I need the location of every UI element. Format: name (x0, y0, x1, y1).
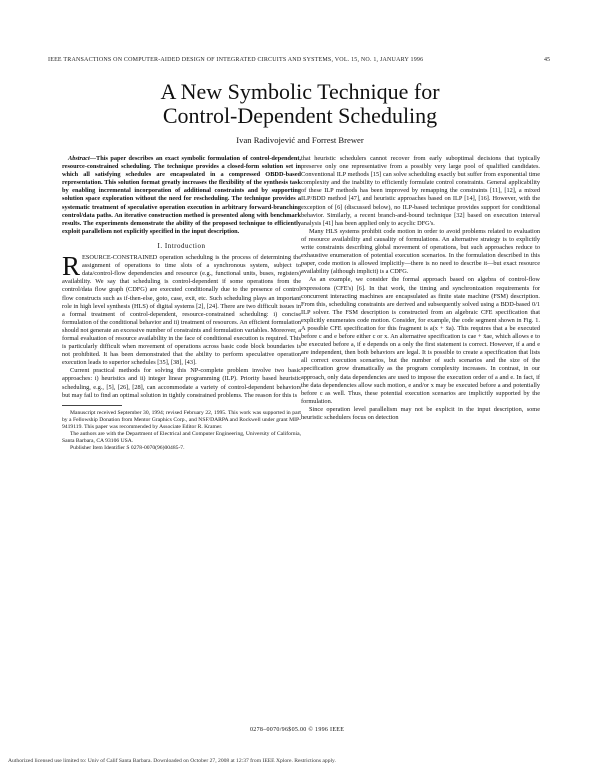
footnote-rule (62, 405, 122, 406)
intro-paragraph-1-text: ESOURCE-CONSTRAINED operation scheduling is the process of determining the assignment of operations to time slots of a synchronous system, subject to data/control-flow dependencies and resource (e.g., functional units, buses, registers) availability. We say that scheduling is control-dependent if some operations from the control/data flow graph (CDFG) are executed conditionally due to the presence of control flow constructs such as if-then-else, goto, case, exit, etc. Such scheduling plays an important role in high level synthesis (HLS) of digital systems [2], [24]. There are two difficult issues in a formal treatment of control-dependent, resource-constrained scheduling: i) concise formulation of the conditional behavior and ii) treatment of resources. An efficient formulation should not generate an excessive number of constraints and formulation variables. Moreover, a formal evaluation of resource availability in the face of conditional execution is required. This is particularly difficult when movement of operations across basic code block boundaries is not prohibited. It has been demonstrated that the ability to perform speculative operation execution leads to superior schedules [35], [38], [43]. (62, 254, 301, 367)
section-heading-introduction: I. Introduction (157, 241, 206, 250)
footnote-publisher: Publisher Item Identifier S 0278-0070(96)00485-7. (70, 445, 185, 452)
right-paragraph-3: As an example, we consider the formal approach based on algebra of control-flow expressions (CFE's) [6]. In that work, the timing and synchronization requirements for concurrent interacting machines are encapsulated as finite state machine (FSM) description. From this, scheduling constraints are derived and subsequently solved using a BDD-based 0/1 ILP solver. The FSM description is constructed from an algebraic CFE specification that explicitly enumerates code motion. Consider, for example, the code segment shown in Fig. 1. A possible CFE specification for this fragment is a(x + x̄a). This requires that a be executed before c and e before either c or x. An alternative specification is cae + x̄ae, which allows e to be executed before a, if e depends on a only the first statement is correct. However, if a and e are independent, then both behaviors are legal. It is possible to create a specification that lists all correct execution scenarios, but the number of such scenarios and the size of the specification grow dramatically as the program complexity increases. In contrast, in our approach, only data dependencies are used to impose the execution order of a and e. In fact, if the data dependencies allow such motion, e and/or x may be executed before a and potentially before c as well. Thus, these potential execution scenarios are implicitly supported by the formulation. (301, 276, 540, 405)
right-paragraph-2: Many HLS systems prohibit code motion in order to avoid problems related to evaluation of resource availability and causality of formulations. An alternative strategy is to explicitly write constraints describing global movement of operations, but such approaches reduce to exhaustive enumeration of potential execution scenarios. In the formulation described in this paper, code motion is allowed implicitly—there is no need to describe it—but exact resource availability (although implicit) is a CDFG. (301, 227, 540, 276)
intro-paragraph-2: Current practical methods for solving this NP-complete problem involve two basic approaches: i) heuristics and ii) integer linear programming (ILP). Priority based heuristic scheduling, e.g., [5], [26], [28], can accommodate a variety of control-dependent behaviors but may fail to find an optimal solution in tightly constrained problems. The reason for this is (62, 367, 301, 399)
abstract (62, 155, 301, 236)
drop-cap: R (62, 251, 81, 282)
abstract-label: Abstract— (68, 155, 96, 162)
copyright-line: 0278–0070/96$05.00 © 1996 IEEE (250, 727, 345, 733)
title-line-1: A New Symbolic Technique for (160, 79, 440, 104)
download-notice: Authorized licensed use limited to: Univ of Calif Santa Barbara. Downloaded on October 27, 2008 at 12:37 from IEEE Xplore. Restrictions apply. (8, 758, 336, 764)
right-paragraph-4: Since operation level parallelism may not be explicit in the input description, some heuristic schedulers focus on detection (301, 405, 540, 421)
running-head: IEEE TRANSACTIONS ON COMPUTER-AIDED DESIGN OF INTEGRATED CIRCUITS AND SYSTEMS, VOL. 15, NO. 1, JANUARY 1996 (48, 57, 424, 63)
abstract-text: This paper describes an exact symbolic formulation of control-dependent, resource-constrained scheduling. The technique provides a closed-form solution set in which all satisfying schedules are encapsulated in a compressed OBDD-based representation. This solution format greatly increases the flexibility of the synthesis task by enabling incremental incorporation of additional constraints and by supporting solution space exploration without the need for rescheduling. The technique provides a systematic treatment of speculative operation execution in arbitrary forward-branching control/data paths. An iterative construction method is presented along with benchmark results. The experiments demonstrate the ability of the proposed technique to efficiently exploit parallelism not explicitly specified in the input description. (62, 155, 301, 235)
authors: Ivan Radivojević and Forrest Brewer (236, 135, 364, 145)
paper-title (40, 80, 560, 128)
left-column (62, 155, 301, 452)
right-column (301, 155, 540, 422)
intro-paragraph-1 (62, 251, 301, 367)
title-line-2: Control-Dependent Scheduling (162, 103, 438, 128)
page-number: 45 (544, 57, 550, 63)
right-paragraph-1: that heuristic schedulers cannot recover from early suboptimal decisions that typically preserve only one representative from a possibly very large pool of qualified candidates. Conventional ILP methods [15] can solve scheduling exactly but suffer from exponential time complexity and the inability to efficiently formulate control constraints. General applicability of these ILP methods has been improved by remapping the constraints [11], [12], a mixed ILP/BDD method [47], and heuristic approaches based on ILP [14], [16]. However, with the exception of [6] (discussed below), no ILP-based technique provides support for conditional behavior. Similarly, a recent branch-and-bound technique [32] based on execution interval analysis [41] has been applied only to acyclic DFG's. (301, 155, 540, 227)
footnote-authors: The authors are with the Department of Electrical and Computer Engineering, University of California, Santa Barbara, CA 93106 USA. (62, 431, 301, 445)
footnote-received: Manuscript received September 30, 1994; revised February 22, 1995. This work was supported in part by a Fellowship Donation from Mentor Graphics Corp., and NSF/DARPA and Rockwell under grant MIP-9419119. This paper was recommended by Associate Editor R. Kramer. (62, 409, 301, 430)
